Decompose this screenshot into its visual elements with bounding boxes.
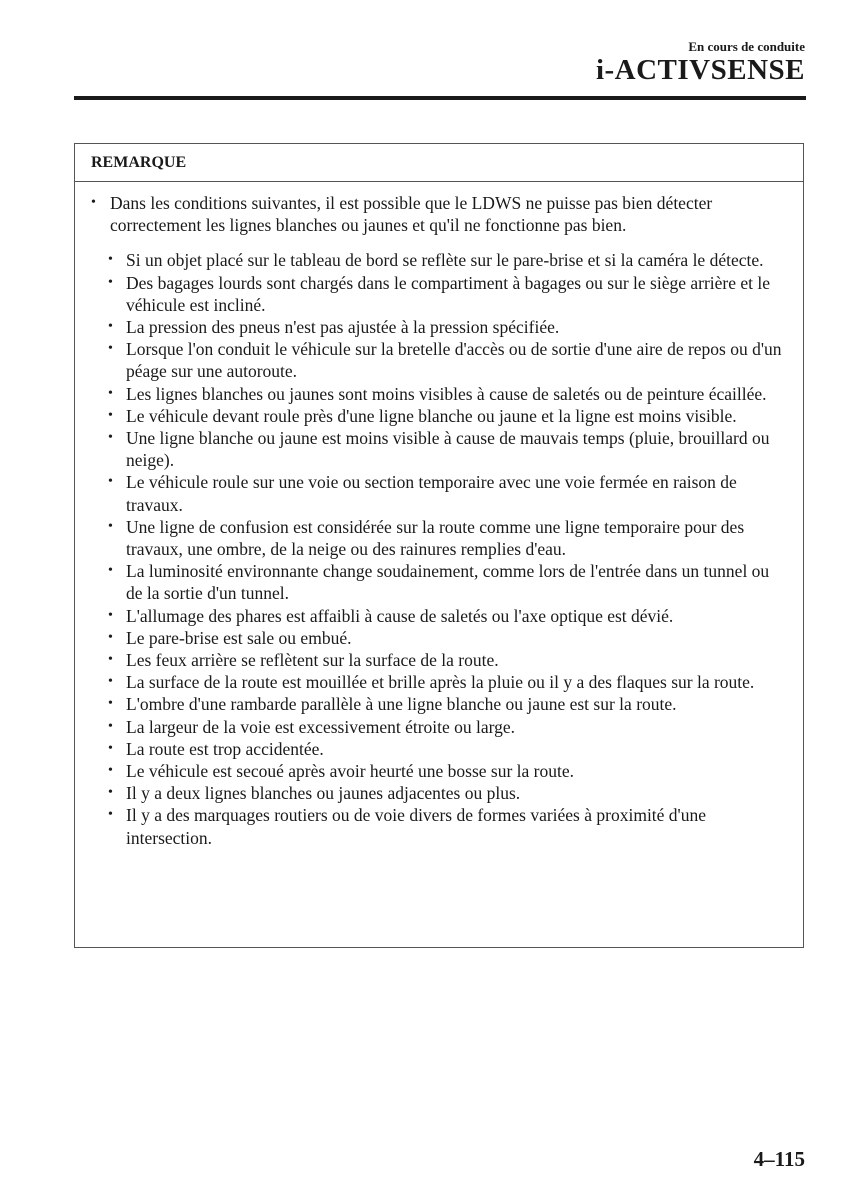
bullet-icon: • [108,674,113,690]
list-item [108,383,787,405]
list-item-text: La surface de la route est mouillée et brille après la pluie ou il y a des flaques sur la route. [126,672,755,693]
list-item-text: Les lignes blanches ou jaunes sont moins visibles à cause de saletés ou de peinture écaillée. [126,383,767,404]
list-item-text: L'allumage des phares est affaibli à cause de saletés ou l'axe optique est dévié. [126,605,674,626]
list-item [108,316,787,338]
section-label: En cours de conduite [688,39,805,54]
list-item [108,716,787,738]
bullet-icon: • [108,385,113,401]
note-title: REMARQUE [75,144,803,182]
condition-list [91,249,787,848]
bullet-icon: • [108,740,113,756]
bullet-icon: • [108,807,113,823]
bullet-icon: • [108,629,113,645]
bullet-icon: • [108,718,113,734]
bullet-icon: • [108,252,113,268]
list-item [108,516,787,560]
list-item-text: Le véhicule est secoué après avoir heurté une bosse sur la route. [126,761,575,782]
list-item-text: Il y a deux lignes blanches ou jaunes adjacentes ou plus. [126,783,521,804]
list-item-text: La luminosité environnante change soudainement, comme lors de l'entrée dans un tunnel ou de la sortie d'un tunnel. [126,561,770,604]
intro-item [91,192,787,236]
bullet-icon: • [108,696,113,712]
bullet-icon: • [108,407,113,423]
list-item [108,338,787,382]
list-item [108,649,787,671]
list-item [108,272,787,316]
list-item [108,782,787,804]
list-item-text: Des bagages lourds sont chargés dans le compartiment à bagages ou sur le siège arrière et le véhicule est incliné. [126,272,771,315]
list-item [108,249,787,271]
list-item [108,760,787,782]
bullet-icon: • [108,763,113,779]
list-item [108,560,787,604]
page-number: 4–115 [753,1147,805,1171]
list-item [108,804,787,848]
bullet-icon: • [108,319,113,335]
list-item-text: Le véhicule roule sur une voie ou section temporaire avec une voie fermée en raison de travaux. [126,472,737,515]
list-item-text: Le véhicule devant roule près d'une ligne blanche ou jaune et la ligne est moins visible. [126,405,737,426]
list-item-text: Il y a des marquages routiers ou de voie divers de formes variées à proximité d'une intersection. [126,805,706,848]
note-body [75,182,803,849]
list-item [108,627,787,649]
bullet-icon: • [108,474,113,490]
list-item-text: Une ligne de confusion est considérée sur la route comme une ligne temporaire pour des travaux, une ombre, de la neige ou des rainures remplies d'eau. [126,516,745,560]
list-item-text: Une ligne blanche ou jaune est moins visible à cause de mauvais temps (pluie, brouillard ou neige). [126,428,770,471]
list-item-text: Lorsque l'on conduit le véhicule sur la bretelle d'accès ou de sortie d'une aire de repos ou d'un péage sur une autoroute. [126,339,782,382]
list-item [108,693,787,715]
bullet-icon: • [108,518,113,534]
bullet-icon: • [108,652,113,668]
list-item [108,738,787,760]
bullet-icon: • [108,563,113,579]
intro-text: Dans les conditions suivantes, il est possible que le LDWS ne puisse pas bien détecter correctement les lignes blanches ou jaunes et qu'il ne fonctionne pas bien. [110,193,713,236]
intro-list [91,192,787,236]
list-item [108,671,787,693]
list-item-text: Les feux arrière se reflètent sur la surface de la route. [126,650,499,671]
chapter-title: i-ACTIVSENSE [595,54,805,86]
list-item-text: Si un objet placé sur le tableau de bord se reflète sur le pare-brise et si la caméra le détecte. [126,250,764,271]
list-item [108,405,787,427]
list-item [108,471,787,515]
header-rule [74,96,806,100]
bullet-icon: • [108,607,113,623]
bullet-icon: • [108,430,113,446]
note-box [74,143,804,948]
bullet-icon: • [91,195,96,210]
bullet-icon: • [108,341,113,357]
list-item [108,605,787,627]
bullet-icon: • [108,274,113,290]
list-item-text: La largeur de la voie est excessivement étroite ou large. [126,716,516,737]
list-item-text: La route est trop accidentée. [126,738,324,759]
list-item-text: Le pare-brise est sale ou embué. [126,627,352,648]
bullet-icon: • [108,785,113,801]
list-item [108,427,787,471]
list-item-text: La pression des pneus n'est pas ajustée à la pression spécifiée. [126,317,560,338]
list-item-text: L'ombre d'une rambarde parallèle à une ligne blanche ou jaune est sur la route. [126,694,677,715]
